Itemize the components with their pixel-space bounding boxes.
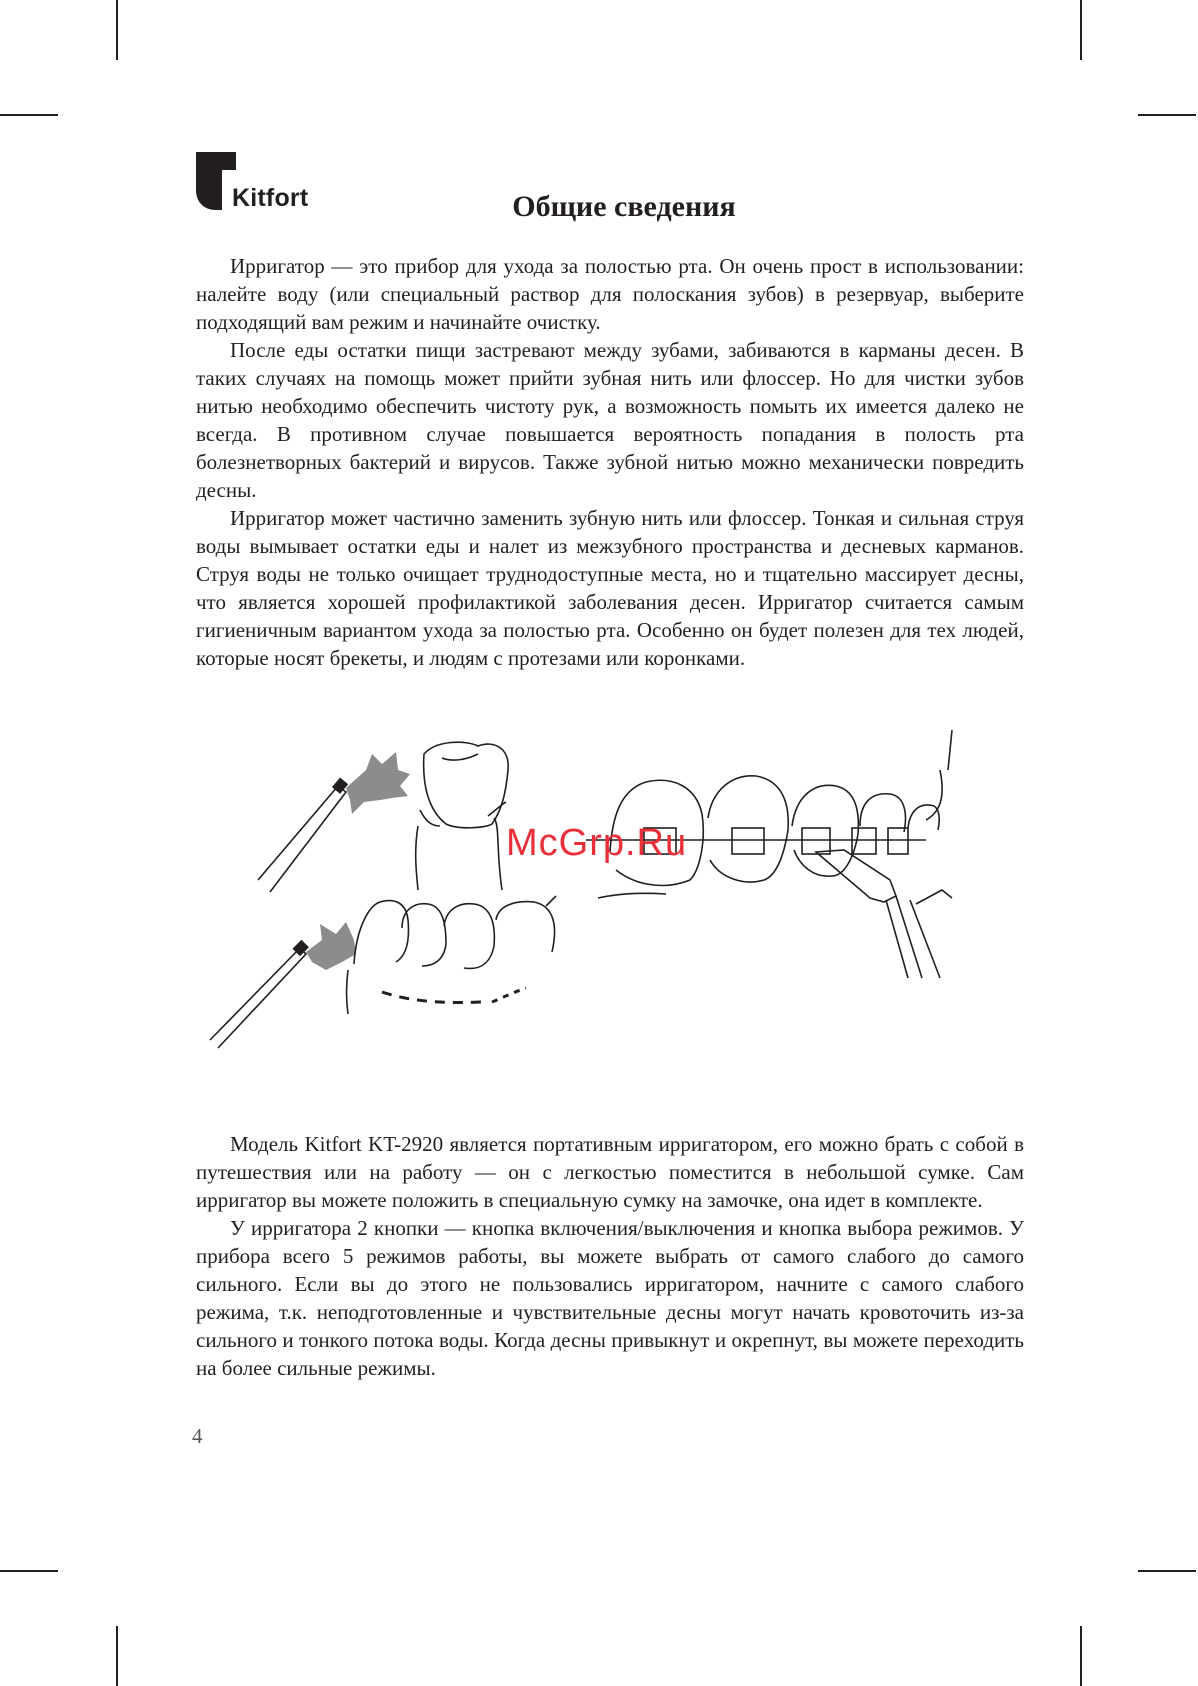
tooth-side-view-illustration	[258, 742, 508, 892]
watermark-text: McGrp.Ru	[506, 822, 688, 864]
model-text	[196, 1130, 1024, 1382]
paragraph: После еды остатки пищи застревают между зубами, забиваются в карманы десен. В таких случаях на помощь может прийти зубная нить или флоссер. Но для чистки зубов нитью необходимо обеспечить чистоту рук, а возможность помыть их имеется далеко не всегда. В противном случае повышается вероятность попадания в полость рта болезнетворных бактерий и вирусов. Также зубной нитью можно механически повредить десны.	[196, 338, 1024, 502]
page-title: Общие сведения	[512, 190, 736, 223]
crop-mark-bottom-left	[116, 1626, 118, 1686]
intro-text	[196, 252, 1024, 672]
paragraph: Ирригатор — это прибор для ухода за полостью рта. Он очень прост в использовании: налейте воду (или специальный раствор для полоскания зубов) в резервуар, выберите подходящий вам режим и начинайте очистку.	[196, 254, 1024, 334]
paragraph: Модель Kitfort KT-2920 является портативным ирригатором, его можно брать с собой в путешествия или на работу — он с легкостью поместится в небольшой сумке. Сам ирригатор вы можете положить в специальную сумку на замочке, она идет в комплекте.	[196, 1132, 1024, 1212]
brand-name: Kitfort	[232, 184, 309, 212]
paragraph: У ирригатора 2 кнопки — кнопка включения/выключения и кнопка выбора режимов. У прибора всего 5 режимов работы, вы можете выбрать от самого слабого до самого сильного. Если вы до этого не пользовались ирригатором, начните с самого слабого режима, т.к. неподготовленные и чувствительные десны могут начать кровоточить из-за сильного и тонкого потока воды. Когда десны привыкнут и окрепнут, вы можете переходить на более сильные режимы.	[196, 1216, 1024, 1380]
crop-mark-left-lower	[0, 1570, 58, 1572]
lower-teeth-illustration	[210, 896, 556, 1048]
crop-mark-bottom-right	[1080, 1626, 1082, 1686]
irrigator-illustration	[196, 730, 1024, 1130]
crop-mark-top-left	[116, 0, 118, 60]
paragraph: Ирригатор может частично заменить зубную нить или флоссер. Тонкая и сильная струя воды вымывает остатки еды и налет из межзубного пространства и десневых карманов. Струя воды не только очищает труднодоступные места, но и тщательно массирует десны, что является хорошей профилактикой заболевания десен. Ирригатор считается самым гигиеничным вариантом ухода за полостью рта. Особенно он будет полезен для тех людей, которые носят брекеты, и людям с протезами или коронками.	[196, 506, 1024, 670]
crop-mark-right-lower	[1138, 1570, 1196, 1572]
crop-mark-right-upper	[1138, 114, 1196, 116]
page-number: 4	[192, 1424, 203, 1448]
crop-mark-left-upper	[0, 114, 58, 116]
crop-mark-top-right	[1080, 0, 1082, 60]
